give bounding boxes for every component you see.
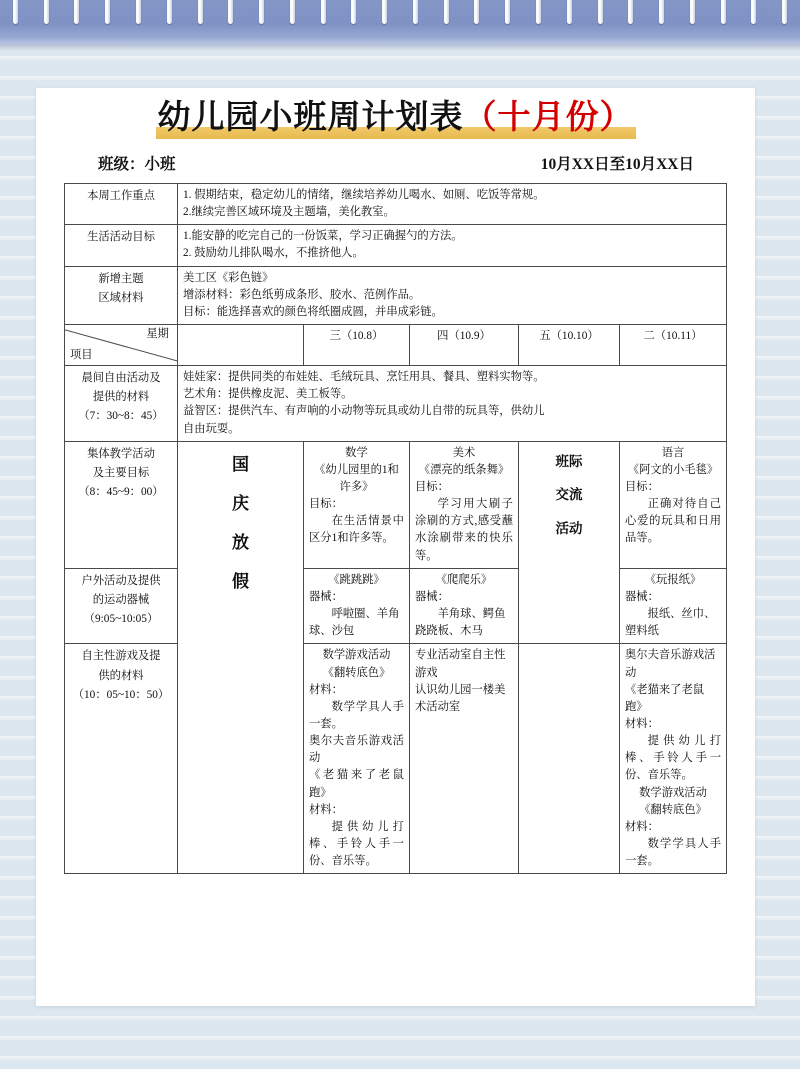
- spiral-ring-icon: [628, 0, 633, 24]
- morning-line-1: 娃娃家：提供同类的布娃娃、毛绒玩具、烹饪用具、餐具、塑料实物等。: [182, 371, 545, 384]
- outdoor-cell-tue: [619, 568, 726, 644]
- table-row-teaching: [64, 441, 726, 568]
- holiday-char-3: 放: [231, 532, 249, 552]
- morning-line-2: 艺术角：提供橡皮泥、美工板等。: [182, 388, 353, 401]
- outdoor-cell-thu: [409, 568, 518, 644]
- autonomy-tue-act1-name: 《老猫来了老鼠跑》: [624, 683, 705, 713]
- row-label-teaching: [64, 441, 177, 568]
- weekly-plan-table: [64, 183, 727, 874]
- outdoor-label-line-1: 户外活动及提供: [81, 574, 161, 587]
- outdoor-thu-equip: 羊角球、鳄鱼跷跷板、木马: [414, 608, 506, 638]
- autonomy-tue-act1-title: 奥尔夫音乐游戏活动: [624, 649, 716, 679]
- paper-sheet: [36, 88, 755, 1006]
- spiral-ring-icon: [382, 0, 387, 24]
- row-label-morning-activity: [64, 366, 177, 442]
- autonomy-tue-act2-name: 《翻转底色》: [639, 803, 707, 816]
- date-range-label: 10月XX日至10月XX日: [540, 155, 694, 173]
- autonomy-tue-act2-mat-label: 材料：: [624, 820, 659, 833]
- teaching-cell-wed: [303, 441, 409, 568]
- holiday-cell: [177, 441, 303, 874]
- spiral-ring-icon: [44, 0, 49, 24]
- autonomy-cell-thu: [409, 644, 518, 874]
- row-content-morning-activity: [177, 366, 726, 442]
- theme-materials-label-line-1: 新增主题: [98, 272, 144, 285]
- holiday-char-1: 国: [231, 454, 249, 474]
- page-title: [156, 98, 636, 139]
- row-label-weekly-focus: 本周工作重点: [64, 183, 177, 224]
- morning-label-line-3: （7：30~8：45）: [78, 410, 164, 423]
- autonomy-label-line-1: 自主性游戏及提: [81, 650, 161, 663]
- day-header-tue: 二（10.11）: [619, 325, 726, 366]
- teaching-wed-subject: 数学: [345, 446, 368, 459]
- morning-label-line-2: 提供的材料: [92, 391, 150, 404]
- outdoor-tue-equip-label: 器械：: [624, 590, 659, 603]
- holiday-char-2: 庆: [231, 493, 249, 513]
- spiral-ring-icon: [351, 0, 356, 24]
- teaching-thu-topic: 《漂亮的纸条舞》: [418, 463, 510, 476]
- life-goals-line-2: 2. 鼓励幼儿排队喝水，不推挤他人。: [182, 247, 364, 260]
- title-main-text: 幼儿园小班周计划表: [157, 98, 464, 135]
- spiral-ring-icon: [259, 0, 264, 24]
- teaching-label-line-3: （8：45~9：00）: [78, 486, 164, 499]
- row-content-theme-materials: [177, 266, 726, 324]
- teaching-cell-thu: [409, 441, 518, 568]
- teaching-wed-goal: 在生活情景中区分1和许多等。: [308, 515, 404, 545]
- title-container: [36, 98, 755, 139]
- spiral-ring-icon: [13, 0, 18, 24]
- row-label-theme-materials: [64, 266, 177, 324]
- corner-header-week: 星期: [146, 328, 169, 341]
- binding-shadow: [0, 44, 800, 51]
- spiral-ring-icon: [536, 0, 541, 24]
- autonomy-wed-act1-name: 《翻转底色》: [322, 666, 391, 679]
- table-row-theme-materials: [64, 266, 726, 324]
- autonomy-label-line-3: （10：05~10：50）: [72, 688, 170, 701]
- teaching-thu-subject: 美术: [452, 446, 476, 459]
- row-content-weekly-focus: [177, 183, 726, 224]
- outdoor-tue-equip: 报纸、丝巾、塑料纸: [624, 608, 716, 638]
- table-row-autonomous-games: [64, 644, 726, 874]
- outdoor-tue-topic: 《玩报纸》: [644, 573, 702, 586]
- teaching-tue-goal-label: 目标：: [624, 480, 659, 493]
- spiral-ring-icon: [721, 0, 726, 24]
- weekly-focus-line-1: 1. 假期结束，稳定幼儿的情绪，继续培养幼儿喝水、如厕、吃饭等常规。: [182, 188, 545, 201]
- autonomy-wed-act2-mat: 提供幼儿打棒、手铃人手一份、音乐等。: [308, 820, 404, 868]
- autonomy-wed-act1-title: 数学游戏活动: [322, 649, 391, 662]
- spiral-ring-icon: [598, 0, 603, 24]
- teaching-label-line-2: 及主要目标: [92, 466, 150, 479]
- table-row-outdoor: [64, 568, 726, 644]
- spiral-ring-icon: [751, 0, 756, 24]
- autonomy-tue-act1-mat: 提供幼儿打棒、手铃人手一份、音乐等。: [624, 735, 721, 782]
- teaching-wed-goal-label: 目标：: [308, 498, 343, 511]
- row-content-life-goals: [177, 225, 726, 266]
- interclass-line-2: 交流: [555, 487, 583, 503]
- autonomy-cell-fri: [518, 644, 619, 874]
- spiral-ring-icon: [567, 0, 572, 24]
- day-header-thu: 四（10.9）: [409, 325, 518, 366]
- outdoor-wed-equip-label: 器械：: [308, 590, 343, 603]
- weekly-focus-line-2: 2.继续完善区域环境及主题墙，美化教室。: [182, 206, 395, 219]
- autonomy-wed-act1-mat: 数学学具人手一套。: [308, 700, 404, 730]
- spiral-ring-icon: [413, 0, 418, 24]
- teaching-tue-goal: 正确对待自己心爱的玩具和日用品等。: [624, 498, 721, 545]
- outdoor-cell-wed: [303, 568, 409, 644]
- spiral-ring-icon: [228, 0, 233, 24]
- autonomy-tue-act2-mat: 数学学具人手一套。: [624, 838, 721, 868]
- spiral-ring-icon: [505, 0, 510, 24]
- outdoor-wed-topic: 《跳跳跳》: [328, 573, 385, 586]
- teaching-tue-topic: 《阿文的小毛毯》: [627, 463, 719, 476]
- morning-line-4: 自由玩耍。: [182, 422, 240, 435]
- spiral-ring-icon: [290, 0, 295, 24]
- spiral-ring-icon: [321, 0, 326, 24]
- day-header-blank: [177, 325, 303, 366]
- meta-row: [72, 152, 719, 174]
- spiral-ring-icon: [659, 0, 664, 24]
- spiral-binding: [0, 0, 800, 44]
- autonomy-wed-act2-title: 奥尔夫音乐游戏活动: [308, 735, 404, 765]
- theme-materials-line-2: 增添材料：彩色纸剪成条形、胶水、范例作品。: [182, 288, 421, 301]
- outdoor-thu-equip-label: 器械：: [414, 590, 449, 603]
- outdoor-thu-topic: 《爬爬乐》: [435, 573, 493, 586]
- autonomy-cell-tue: [619, 644, 726, 874]
- outdoor-label-line-2: 的运动器械: [92, 593, 150, 606]
- autonomy-tue-act2-title: 数学游戏活动: [639, 786, 707, 799]
- teaching-label-line-1: 集体教学活动: [87, 447, 155, 460]
- spiral-ring-icon: [690, 0, 695, 24]
- row-label-autonomous-games: [64, 644, 177, 874]
- interclass-line-1: 班际: [555, 453, 583, 469]
- theme-materials-line-3: 目标：能选择喜欢的颜色将纸圈成圆，并串成彩链。: [182, 305, 443, 318]
- spiral-ring-icon: [782, 0, 787, 24]
- corner-header-item: 项目: [69, 348, 93, 361]
- life-goals-line-1: 1.能安静的吃完自己的一份饭菜，学习正确握勺的方法。: [182, 230, 463, 243]
- teaching-wed-topic: 《幼儿园里的1和许多》: [314, 463, 399, 493]
- spiral-ring-icon: [74, 0, 79, 24]
- autonomy-wed-act1-mat-label: 材料：: [308, 683, 343, 696]
- title-month-text: （十月份）: [463, 98, 634, 135]
- autonomy-tue-act1-mat-label: 材料：: [624, 718, 659, 730]
- autonomy-cell-wed: [303, 644, 409, 874]
- class-label: 班级：小班: [98, 155, 176, 173]
- teaching-thu-goal-label: 目标：: [414, 480, 449, 493]
- teaching-cell-tue: [619, 441, 726, 568]
- autonomy-wed-act2-name: 《老猫来了老鼠跑》: [308, 769, 404, 799]
- outdoor-label-line-3: （9:05~10:05）: [83, 613, 159, 626]
- row-label-outdoor: [64, 568, 177, 644]
- table-row-day-headers: [64, 325, 726, 366]
- autonomy-label-line-2: 供的材料: [98, 669, 144, 682]
- spiral-ring-icon: [444, 0, 449, 24]
- day-header-fri: 五（10.10）: [518, 325, 619, 366]
- morning-label-line-1: 晨间自由活动及: [81, 372, 161, 385]
- theme-materials-label-line-2: 区域材料: [98, 291, 144, 304]
- corner-header-cell: [64, 325, 177, 366]
- spiral-ring-icon: [136, 0, 141, 24]
- spiral-ring-icon: [474, 0, 479, 24]
- theme-materials-line-1: 美工区《彩色链》: [182, 271, 274, 284]
- interclass-cell: [518, 441, 619, 644]
- outdoor-wed-equip: 呼啦圈、羊角球、沙包: [308, 608, 400, 638]
- autonomy-wed-act2-mat-label: 材料：: [308, 803, 343, 816]
- autonomy-thu-line-1: 专业活动室自主性游戏: [414, 649, 506, 679]
- table-row-weekly-focus: [64, 183, 726, 224]
- row-label-life-goals: 生活活动目标: [64, 225, 177, 266]
- spiral-ring-icon: [167, 0, 172, 24]
- interclass-line-3: 活动: [555, 521, 583, 537]
- autonomy-thu-line-2: 认识幼儿园一楼美术活动室: [414, 683, 506, 713]
- table-row-morning-activity: [64, 366, 726, 442]
- spiral-ring-icon: [198, 0, 203, 24]
- table-row-life-goals: [64, 225, 726, 266]
- day-header-wed: 三（10.8）: [303, 325, 409, 366]
- teaching-tue-subject: 语言: [661, 446, 685, 459]
- morning-line-3: 益智区：提供汽车、有声响的小动物等玩具或幼儿自带的玩具等，供幼儿: [182, 405, 545, 418]
- teaching-thu-goal: 学习用大刷子涂刷的方式,感受蘸水涂刷带来的快乐等。: [414, 498, 513, 562]
- spiral-ring-icon: [105, 0, 110, 24]
- holiday-char-4: 假: [231, 571, 249, 591]
